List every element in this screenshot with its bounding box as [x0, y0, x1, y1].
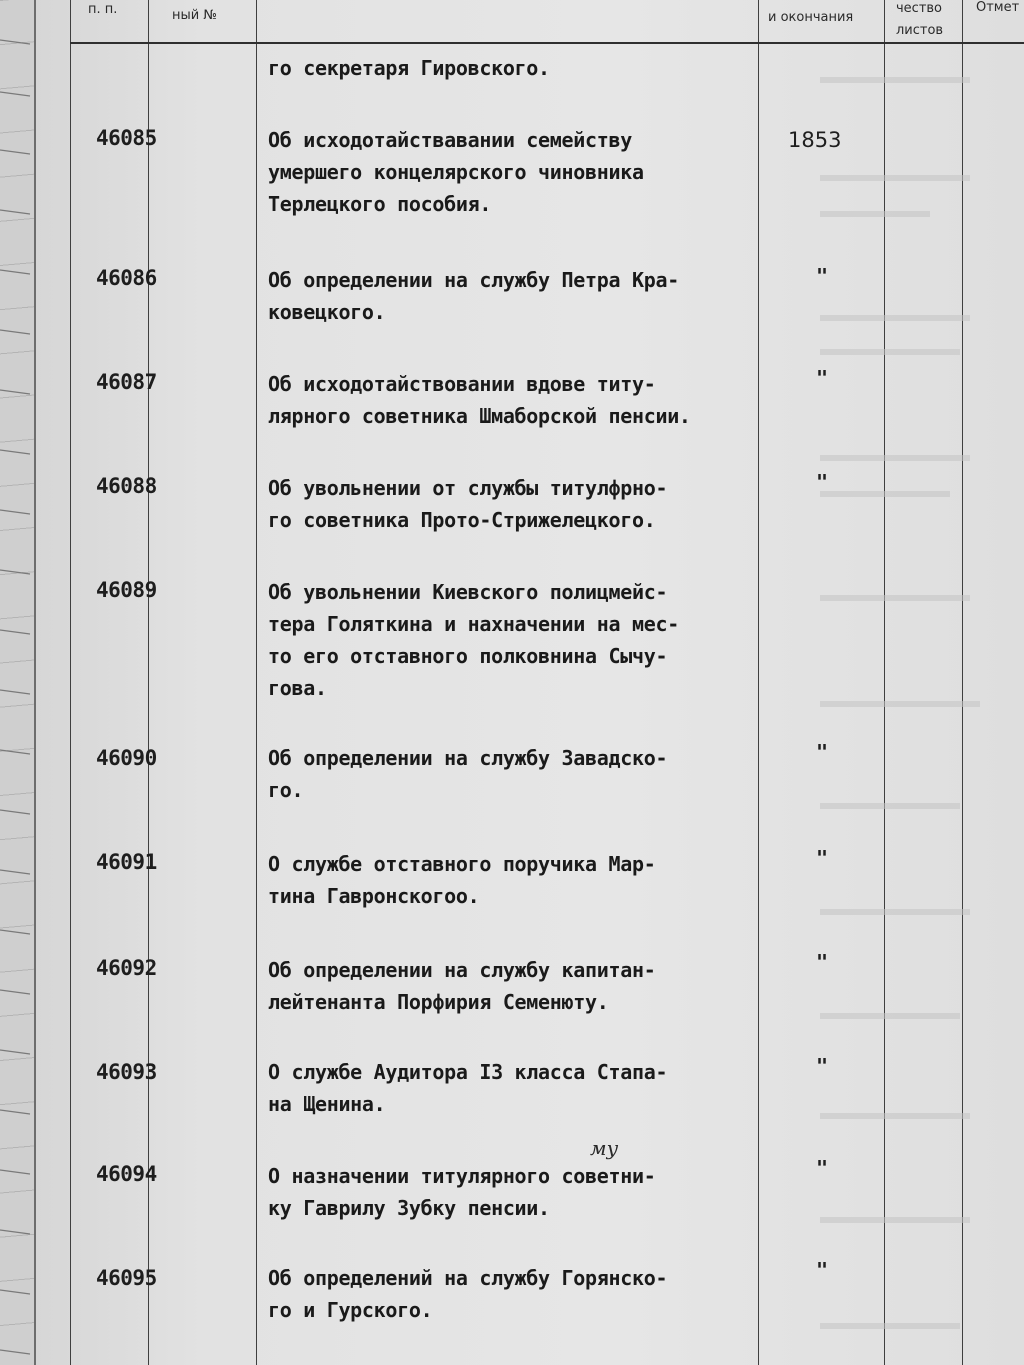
- entry-number: 46092: [96, 956, 157, 980]
- header-col-inventory: ный №: [172, 8, 217, 23]
- entry-title: Об определении на службу Завадско- го.: [268, 746, 668, 802]
- header-col-notes: Отмет: [976, 0, 1020, 15]
- header-col-dates: и окончания: [768, 10, 854, 25]
- entry-title: Об определении на службу капитан- лейтенанта Порфирия Семенюту.: [268, 958, 656, 1014]
- entry-title: Об исходотайствавании семейству умершего концелярского чиновника Терлецкого пособия.: [268, 128, 644, 216]
- entry-title: Об определении на службу Петра Кра- ковецкого.: [268, 268, 679, 324]
- entry-title: Об определений на службу Горянско- го и Гурского.: [268, 1266, 668, 1322]
- entry-number: 46088: [96, 474, 157, 498]
- entry-title: Об исходотайствовании вдове титу- лярного советника Шмаборской пенсии.: [268, 372, 691, 428]
- entry-number: 46095: [96, 1266, 157, 1290]
- entry-number: 46094: [96, 1162, 157, 1186]
- entry-number: 46085: [96, 126, 157, 150]
- entry-title: Об увольнении Киевского полицмейс- тера Голяткина и нахначении на мес- то его отставного полковнина Сычу- гова.: [268, 580, 679, 700]
- carryover-text: го секретаря Гировского.: [268, 56, 550, 80]
- header-col-sheets: чество листов: [896, 1, 944, 38]
- entry-number: 46087: [96, 370, 157, 394]
- ditto-mark: ": [816, 366, 829, 390]
- entry-title: О назначении титулярного советни- ку Гаврилу Зубку пенсии.: [268, 1164, 656, 1220]
- ditto-mark: ": [816, 1054, 829, 1078]
- entry-number: 46091: [96, 850, 157, 874]
- ditto-mark: ": [816, 264, 829, 288]
- ditto-mark: ": [816, 950, 829, 974]
- entry-number: 46090: [96, 746, 157, 770]
- handwritten-note: му: [590, 1136, 619, 1160]
- ditto-mark: ": [816, 846, 829, 870]
- entry-title: О службе отставного поручика Мар- тина Гавронскогоо.: [268, 852, 656, 908]
- entry-date: 1853: [788, 128, 842, 152]
- entry-number: 46093: [96, 1060, 157, 1084]
- ditto-mark: ": [816, 1258, 829, 1282]
- entry-number: 46089: [96, 578, 157, 602]
- header-col-num: п. п.: [88, 2, 118, 17]
- ditto-mark: ": [816, 470, 829, 494]
- ditto-mark: ": [816, 1156, 829, 1180]
- entry-title: Об увольнении от службы титулфрно- го советника Прото-Стрижелецкого.: [268, 476, 668, 532]
- entry-title: О службе Аудитора I3 класса Стапа- на Щенина.: [268, 1060, 668, 1116]
- entry-number: 46086: [96, 266, 157, 290]
- ditto-mark: ": [816, 740, 829, 764]
